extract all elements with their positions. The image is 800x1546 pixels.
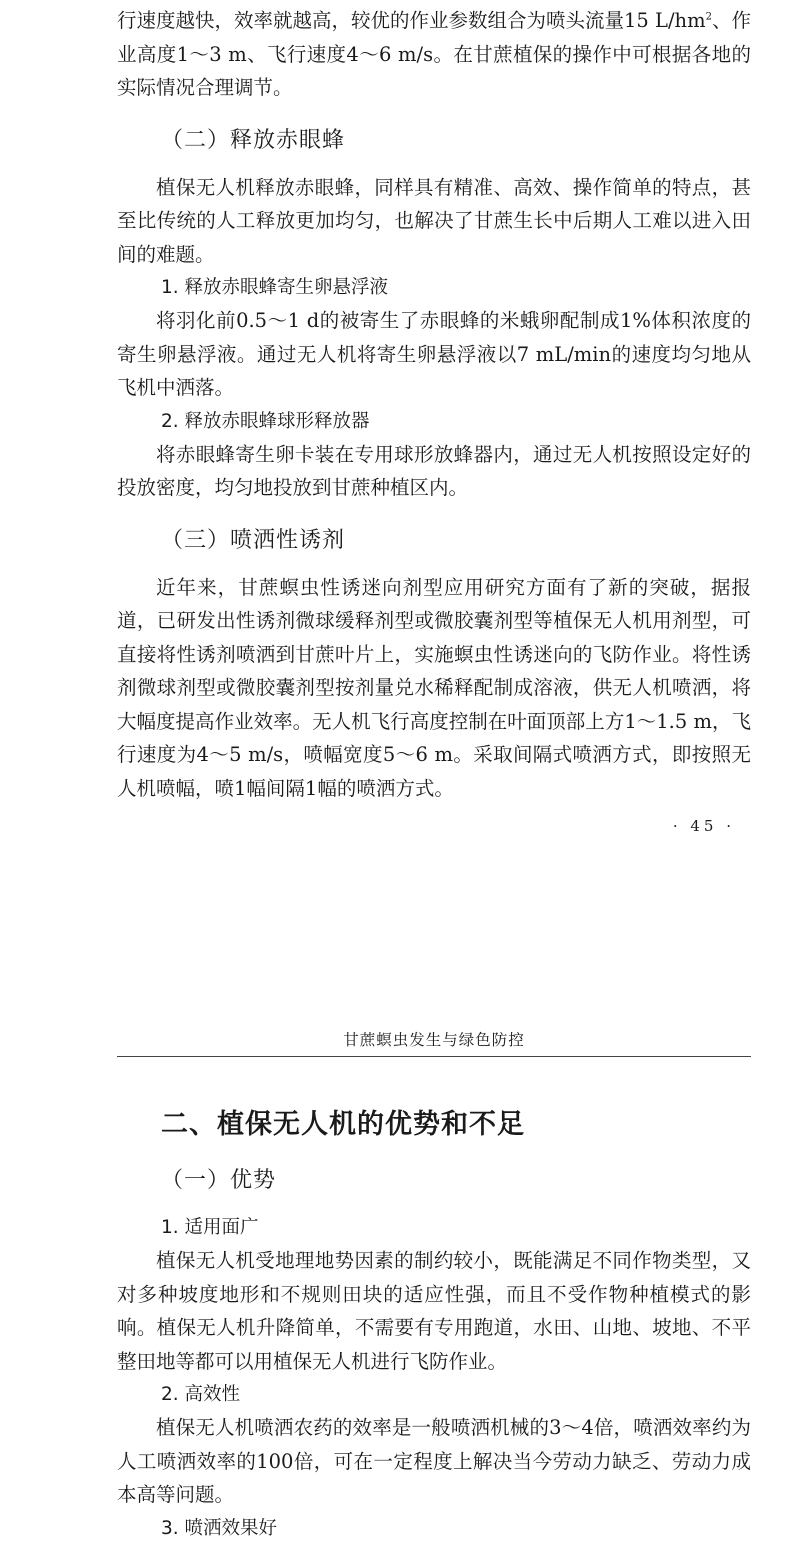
egg-suspension-paragraph: 将羽化前0.5～1 d的被寄生了赤眼蜂的米蛾卵配制成1%体积浓度的寄生卵悬浮液。通过无人机将寄生卵悬浮液以7 mL/min的速度均匀地从飞机中洒落。 bbox=[117, 309, 751, 399]
wide-applicability-paragraph: 植保无人机受地理地势因素的制约较小，既能满足不同作物类型，又对多种坡度地形和不规则田块的适应性强，而且不受作物种植模式的影响。植保无人机升降简单，不需要有专用跑道，水田、山地、坡地、不平整田地等都可以用植保无人机进行飞防作业。 bbox=[117, 1249, 751, 1373]
book-page-46 bbox=[117, 1028, 751, 1545]
section-release-wasps-paragraph: 植保无人机释放赤眼蜂，同样具有精准、高效、操作简单的特点，甚至比传统的人工释放更加均匀，也解决了甘蔗生长中后期人工难以进入田间的难题。 bbox=[117, 175, 751, 266]
subheading-high-efficiency: 2. 高效性 bbox=[161, 1384, 241, 1405]
intro-text-a: 行速度越快，效率就越高，较优的作业参数组合为喷头流量15 L/hm bbox=[117, 9, 706, 32]
section-heading-pheromone: （三）喷洒性诱剂 bbox=[161, 527, 346, 553]
book-page-45 bbox=[117, 4, 751, 835]
intro-paragraph bbox=[117, 4, 751, 105]
ball-releaser-paragraph: 将赤眼蜂寄生卵卡装在专用球形放蜂器内，通过无人机按照设定好的投放密度，均匀地投放到甘蔗种植区内。 bbox=[117, 442, 751, 499]
pheromone-paragraph: 近年来，甘蔗螟虫性诱迷向剂型应用研究方面有了新的突破，据报道，已研发出性诱剂微球缓释剂型或微胶囊剂型等植保无人机用剂型，可直接将性诱剂喷洒到甘蔗叶片上，实施螟虫性诱迷向的飞防作业。将性诱剂微球剂型或微胶囊剂型按剂量兑水稀释配制成溶液，供无人机喷洒，将大幅度提高作业效率。无人机飞行高度控制在叶面顶部上方1～1.5 m，飞行速度为4～5 m/s，喷幅宽度5～6 m。采取间隔式喷洒方式，即按照无人机喷幅，喷1幅间隔1幅的喷洒方式。 bbox=[117, 575, 751, 800]
intro-text-b: 、作业高度1～3 m、飞行速度4～6 m/s。在甘蔗植保的操作中可根据各地的实际情况合理调节。 bbox=[117, 9, 751, 99]
chapter-heading: 二、植保无人机的优势和不足 bbox=[161, 1109, 525, 1140]
page-number: · 45 · bbox=[672, 817, 735, 835]
high-efficiency-paragraph: 植保无人机喷洒农药的效率是一般喷洒机械的3～4倍，喷洒效率约为人工喷洒效率的100倍，可在一定程度上解决当今劳动力缺乏、劳动力成本高等问题。 bbox=[117, 1416, 751, 1506]
section-heading-release-wasps: （二）释放赤眼蜂 bbox=[161, 127, 346, 153]
section-heading-advantages: （一）优势 bbox=[161, 1168, 277, 1193]
subheading-spray-effect: 3. 喷洒效果好 bbox=[161, 1517, 278, 1539]
subheading-ball-releaser: 2. 释放赤眼蜂球形释放器 bbox=[161, 410, 370, 432]
running-header: 甘蔗螟虫发生与绿色防控 bbox=[117, 1028, 751, 1057]
subheading-wide-applicability: 1. 适用面广 bbox=[161, 1217, 259, 1238]
subheading-egg-suspension: 1. 释放赤眼蜂寄生卵悬浮液 bbox=[161, 277, 389, 298]
unit-superscript: 2 bbox=[705, 11, 712, 23]
